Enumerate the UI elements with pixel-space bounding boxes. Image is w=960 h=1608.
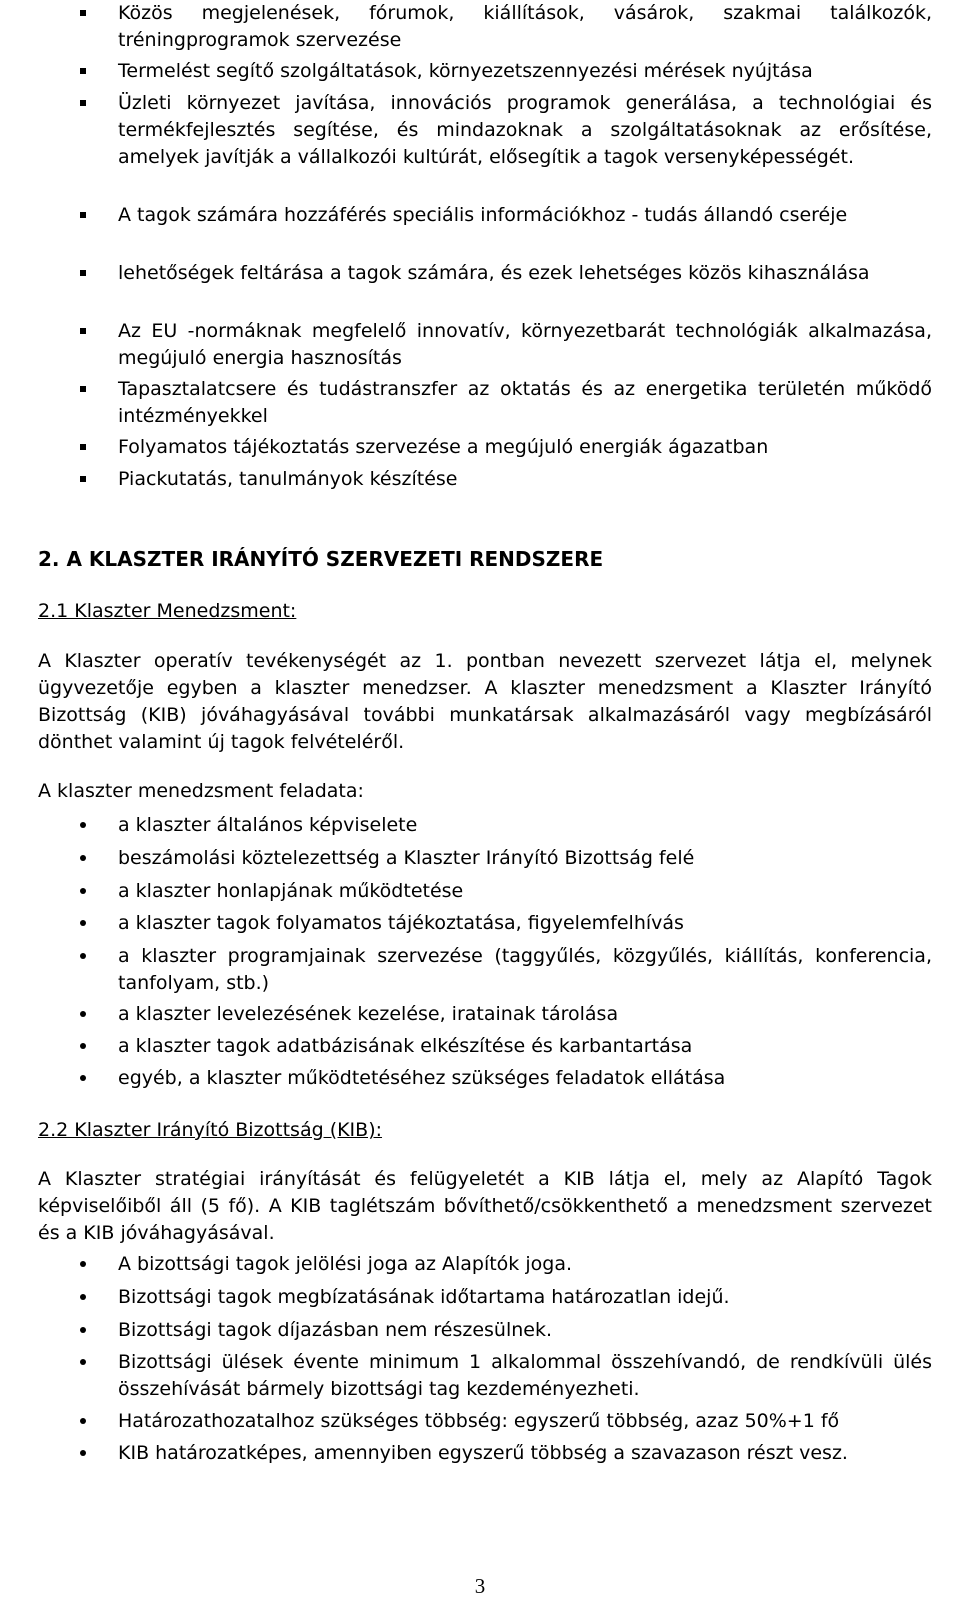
round-bullet-icon [80, 953, 86, 959]
list-item: Piackutatás, tanulmányok készítése [118, 468, 458, 490]
list-item: a klaszter programjainak szervezése (taggyűlés, közgyűlés, kiállítás, konferencia, tanfolyam, stb.) [118, 945, 932, 994]
list-item: a klaszter általános képviselete [118, 814, 418, 836]
tasks-intro: A klaszter menedzsment feladata: [38, 780, 364, 802]
list-item: Bizottsági tagok megbízatásának időtartama határozatlan idejű. [118, 1286, 730, 1308]
subsection-title-management: 2.1 Klaszter Menedzsment: [38, 600, 297, 622]
list-item: a klaszter tagok folyamatos tájékoztatása, figyelemfelhívás [118, 912, 684, 934]
round-bullet-icon [80, 1043, 86, 1049]
list-item: Termelést segítő szolgáltatások, környezetszennyezési mérések nyújtása [118, 60, 813, 82]
list-item: a klaszter tagok adatbázisának elkészítése és karbantartása [118, 1035, 693, 1057]
round-bullet-icon [80, 1359, 86, 1365]
round-bullet-icon [80, 1327, 86, 1333]
square-bullet-icon [80, 444, 86, 450]
square-bullet-icon [80, 10, 86, 16]
square-bullet-icon [80, 476, 86, 482]
square-bullet-icon [80, 270, 86, 276]
square-bullet-icon [80, 212, 86, 218]
page-number: 3 [474, 1574, 486, 1598]
list-item: A tagok számára hozzáférés speciális információkhoz - tudás állandó cseréje [118, 204, 848, 226]
round-bullet-icon [80, 888, 86, 894]
round-bullet-icon [80, 1294, 86, 1300]
list-item: beszámolási köztelezettség a Klaszter Irányító Bizottság felé [118, 847, 695, 869]
list-item: egyéb, a klaszter működtetéséhez szükséges feladatok ellátása [118, 1067, 726, 1089]
square-bullet-icon [80, 100, 86, 106]
list-item: Bizottsági tagok díjazásban nem részesülnek. [118, 1319, 553, 1341]
kib-paragraph: A Klaszter stratégiai irányítását és felügyeletét a KIB látja el, mely az Alapító Tagok képviselőiből áll (5 fő). A KIB taglétszám bővíthető/csökkenthető a menedzsment szervezet és a KIB jóváhagyásával. [38, 1168, 932, 1244]
list-item: Közös megjelenések, fórumok, kiállítások, vásárok, szakmai találkozók, tréningprogramok szervezése [118, 2, 932, 51]
round-bullet-icon [80, 1418, 86, 1424]
round-bullet-icon [80, 1261, 86, 1267]
list-item: Határozathozatalhoz szükséges többség: egyszerű többség, azaz 50%+1 fő [118, 1410, 840, 1432]
list-item: Bizottsági ülések évente minimum 1 alkalommal összehívandó, de rendkívüli ülés összehívását bármely bizottsági tag kezdeményezheti. [118, 1351, 932, 1400]
list-item: a klaszter levelezésének kezelése, iratainak tárolása [118, 1003, 619, 1025]
list-item: KIB határozatképes, amennyiben egyszerű többség a szavazason részt vesz. [118, 1442, 848, 1464]
square-bullet-icon [80, 68, 86, 74]
round-bullet-icon [80, 1075, 86, 1081]
square-bullet-icon [80, 328, 86, 334]
round-bullet-icon [80, 822, 86, 828]
list-item: lehetőségek feltárása a tagok számára, és ezek lehetséges közös kihasználása [118, 262, 870, 284]
round-bullet-icon [80, 920, 86, 926]
square-bullet-icon [80, 386, 86, 392]
round-bullet-icon [80, 1011, 86, 1017]
list-item: a klaszter honlapjának működtetése [118, 880, 464, 902]
list-item: Folyamatos tájékoztatás szervezése a megújuló energiák ágazatban [118, 436, 769, 458]
list-item: Az EU -normáknak megfelelő innovatív, környezetbarát technológiák alkalmazása, megújuló energia hasznosítás [118, 320, 932, 369]
round-bullet-icon [80, 855, 86, 861]
list-item: A bizottsági tagok jelölési joga az Alapítók joga. [118, 1253, 572, 1275]
management-paragraph: A Klaszter operatív tevékenységét az 1. pontban nevezett szervezet látja el, melynek ügyvezetője egyben a klaszter menedzser. A klaszter menedzsment a Klaszter Irányító Bizottság (KIB) jóváhagyásával további munkatársak alkalmazásáról vagy megbízásáról dönthet valamint új tagok felvételéről. [38, 650, 932, 753]
section-heading: 2. A KLASZTER IRÁNYÍTÓ SZERVEZETI RENDSZERE [38, 547, 604, 571]
list-item: Üzleti környezet javítása, innovációs programok generálása, a technológiai és termékfejlesztés segítése, és mindazoknak a szolgáltatásoknak az erősítése, amelyek javítják a vállalkozói kultúrát, elősegítik a tagok versenyképességét. [118, 92, 932, 168]
round-bullet-icon [80, 1450, 86, 1456]
subsection-title-kib: 2.2 Klaszter Irányító Bizottság (KIB): [38, 1119, 383, 1141]
list-item: Tapasztalatcsere és tudástranszfer az oktatás és az energetika területén működő intézményekkel [118, 378, 932, 427]
